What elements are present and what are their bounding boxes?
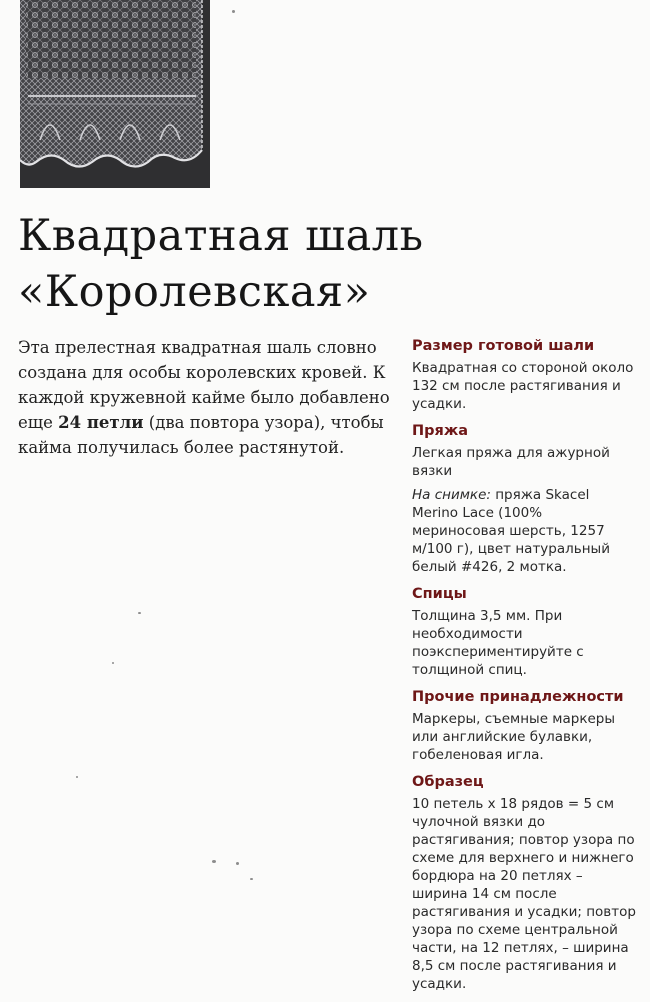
title-line-1: Квадратная шаль xyxy=(18,211,424,261)
yarn-section xyxy=(412,422,638,576)
gauge-section xyxy=(412,773,638,993)
print-speck xyxy=(138,612,141,614)
size-text: Квадратная со стороной около 132 см после растягивания и усадки. xyxy=(412,360,634,412)
intro-text-end: (два повтора узора), чтобы кайма получилась более растянутой. xyxy=(18,413,384,457)
print-speck xyxy=(76,776,78,778)
notions-heading: Прочие принадлежности xyxy=(412,689,624,705)
print-speck xyxy=(236,862,239,865)
pattern-details-sidebar xyxy=(412,337,638,1002)
notions-text: Маркеры, съемные маркеры или английские булавки, гобеленовая игла. xyxy=(412,711,616,763)
notions-section xyxy=(412,688,638,764)
needles-section xyxy=(412,585,638,679)
yarn-photo-label: На снимке: xyxy=(412,487,491,503)
needles-text: Толщина 3,5 мм. При необходимости поэкспериментируйте с толщиной спиц. xyxy=(412,608,584,678)
print-speck xyxy=(112,662,114,664)
article-title xyxy=(18,208,638,320)
title-line-2: «Королевская» xyxy=(18,267,371,317)
size-section xyxy=(412,337,638,413)
print-speck xyxy=(250,878,253,880)
gauge-heading: Образец xyxy=(412,774,484,790)
yarn-photo-text: пряжа Skacel Merino Lace (100% мериносовая шерсть, 1257 м/100 г), цвет натуральный белый #426, 2 мотка. xyxy=(412,487,610,575)
intro-paragraph xyxy=(18,335,393,460)
shawl-photo xyxy=(20,0,210,188)
yarn-photo-note xyxy=(412,486,638,576)
needles-heading: Спицы xyxy=(412,586,467,602)
intro-text-start: Эта прелестная квадратная шаль словно создана для особы королевских кровей. К каждой кружевной кайме было добавлено еще xyxy=(18,338,390,432)
print-speck xyxy=(232,10,235,13)
print-speck xyxy=(212,860,216,863)
size-heading: Размер готовой шали xyxy=(412,338,595,354)
yarn-text: Легкая пряжа для ажурной вязки xyxy=(412,445,610,479)
intro-bold-stitches: 24 петли xyxy=(58,413,144,432)
gauge-text: 10 петель х 18 рядов = 5 см чулочной вязки до растягивания; повтор узора по схеме для верхнего и нижнего бордюра на 20 петлях – ширина 14 см после растягивания и усадки; повтор узора по схеме центральной части, на 12 петлях, – ширина 8,5 см после растягивания и усадки. xyxy=(412,796,636,992)
yarn-heading: Пряжа xyxy=(412,423,469,439)
